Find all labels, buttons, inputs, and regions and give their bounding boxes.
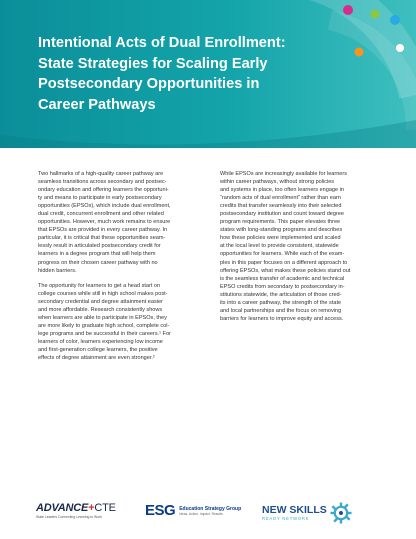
text-line: dual credit, concurrent enrollment and other related — [38, 211, 164, 218]
text-line: stitutions statewide, the articulation of those cred- — [220, 291, 342, 298]
text-line: and systems in place, too often learners engage in — [220, 187, 344, 194]
advance-cte-wordmark — [36, 502, 116, 514]
ready-network-name: READY NETWORK — [262, 516, 310, 521]
new-skills-ready-network-logo — [262, 502, 352, 524]
text-line: and more affordable. Research consistently shows — [38, 306, 163, 313]
text-line: lege programs and be successful in their careers.¹ For — [38, 330, 171, 337]
text-line: college courses while still in high school makes post- — [38, 290, 168, 297]
text-line: seamless transitions across secondary and postsec- — [38, 179, 167, 186]
esg-tagline: Ideas. Action. Impact. Results. — [179, 511, 224, 516]
text-line: states with long-standing programs and describes — [220, 227, 343, 234]
text-line: lessly result in articulated postsecondary credit for — [38, 243, 161, 250]
text-line: offering EPSOs, what makes these policies stand out — [220, 267, 351, 274]
text-line: EPSO credits from secondary to postsecondary in- — [220, 283, 345, 290]
cte-word: CTE — [94, 502, 116, 514]
right-column — [220, 170, 382, 369]
text-line: program requirements. This paper elevates three — [220, 219, 341, 226]
text-line: its into a career pathway, the strength of the state — [220, 299, 342, 306]
text-line: that EPSOs are provided in every career pathway. In — [38, 227, 168, 234]
body-text — [38, 170, 382, 369]
text-line: learners in a degree program that will help them — [38, 251, 156, 258]
paragraph — [38, 282, 200, 362]
esg-name: Education Strategy Group — [179, 505, 242, 512]
text-line: ondary education and offering learners the opportuni- — [38, 187, 169, 194]
accent-dot — [355, 48, 364, 57]
text-line: barriers for learners to improve equity and access. — [220, 315, 344, 322]
text-line: and first-generation college learners, the positive — [38, 346, 158, 353]
paragraph — [220, 170, 382, 323]
new-skills-name: NEW SKILLS — [262, 504, 327, 516]
text-line: are more likely to graduate high school, complete col- — [38, 322, 170, 329]
text-line: how these policies were implemented and scaled — [220, 235, 341, 242]
text-line: particular, it is critical that these opportunities seam- — [38, 235, 166, 242]
text-line: Two hallmarks of a high-quality career pathway are — [38, 171, 164, 177]
advance-cte-tagline: State Leaders Connecting Learning to Work — [36, 515, 102, 519]
text-line: postsecondary institution and count toward degree — [220, 211, 344, 218]
text-line: opportunities. However, much work remains to ensure — [38, 219, 171, 226]
text-line: and local partnerships and the focus on removing — [220, 307, 342, 314]
title-line: State Strategies for Scaling Early — [38, 55, 268, 72]
text-line: is the seamless transfer of academic and technical — [220, 275, 345, 282]
text-line: hidden barriers. — [38, 267, 77, 274]
accent-dot — [371, 10, 380, 19]
paragraph — [38, 170, 200, 275]
text-line: ty and means to participate in early postsecondary — [38, 195, 162, 202]
text-line: at the local level to provide consistent, statewide — [220, 243, 339, 250]
title-line: Career Pathways — [38, 96, 156, 113]
text-line: progress on their chosen career pathway with no — [38, 259, 158, 266]
gear-icon — [330, 502, 352, 524]
text-line: While EPSOs are increasingly available for learners — [220, 171, 348, 177]
text-line: secondary credential and degree attainment easier — [38, 298, 163, 305]
text-line: ples in this paper focuses on a different approach to — [220, 259, 348, 266]
text-line: when learners are able to participate in EPSOs, they — [38, 314, 167, 321]
text-line: learners of color, learners experiencing low income — [38, 338, 163, 345]
title-line: Postsecondary Opportunities in — [38, 76, 260, 92]
accent-dot — [343, 5, 353, 15]
page-title — [38, 33, 328, 115]
text-line: within career pathways, without strong policies — [220, 179, 335, 186]
esg-logo — [145, 502, 241, 519]
accent-dot — [390, 15, 400, 25]
text-line: opportunities (EPSOs), which include dual enrollment, — [38, 203, 171, 210]
advance-word: ADVANCE — [36, 502, 89, 514]
title-line: Intentional Acts of Dual Enrollment: — [38, 35, 286, 51]
esg-mark: ESG — [145, 502, 176, 519]
partner-logos — [0, 490, 416, 539]
text-line: “random acts of dual enrollment” rather than earn — [220, 195, 341, 202]
text-line: The opportunity for learners to get a head start on — [38, 282, 161, 289]
title-banner — [0, 0, 416, 148]
text-line: credits that transfer seamlessly into their selected — [220, 203, 342, 210]
advance-cte-logo — [36, 502, 116, 519]
plus-icon: + — [88, 502, 95, 514]
text-line: opportunities for learners. While each of the exam- — [220, 251, 345, 258]
left-column — [38, 170, 200, 369]
text-line: effects of degree attainment are even stronger.² — [38, 355, 155, 362]
accent-dot — [396, 44, 404, 52]
